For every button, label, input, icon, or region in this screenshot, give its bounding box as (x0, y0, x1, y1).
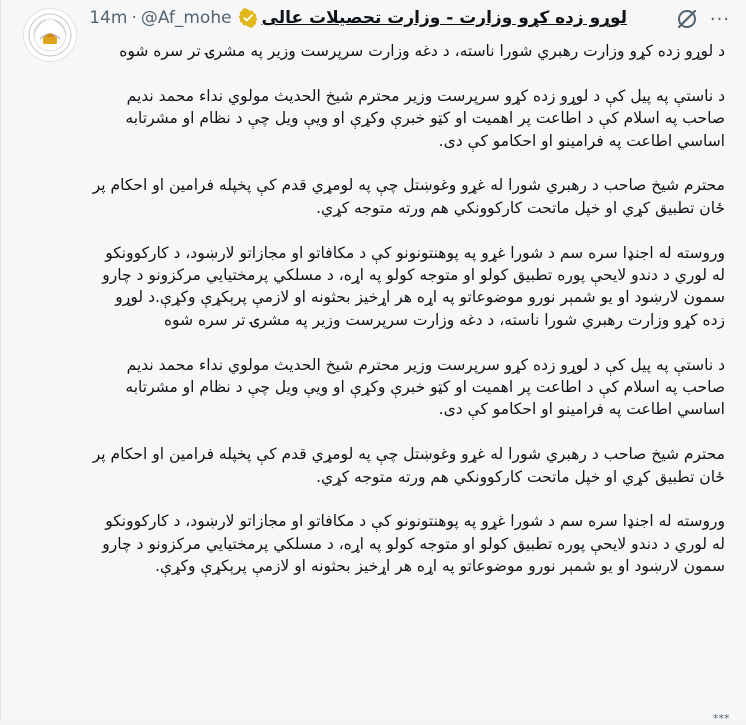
tweet-text (91, 40, 725, 600)
grok-icon[interactable] (675, 7, 699, 31)
verified-badge-icon[interactable] (238, 8, 258, 28)
more-options-button[interactable] (707, 6, 733, 32)
author-line (89, 8, 627, 28)
tweet-paragraph: محترم شيخ صاحب د رهبري شورا له غړو وغوښتل چې په لومړي قدم کې پخپله فرامين او احکام پر ځان تطبيق کړي او خپل ماتحت کارکوونکي هم ورته متوجه کړي. (92, 445, 725, 486)
tweet-paragraph: د ناستې په پيل کې د لوړو زده کړو سرپرست وزير محترم شيخ الحديث مولوي نداء محمد نديم صاحب په اسلام کې د اطاعت پر اهميت او کټو خبرې وکړې او ويې ويل چې د نظام او مشرتابه اساسي اطاعت په فرامينو او احکامو کې دی. (125, 86, 725, 150)
timestamp[interactable]: 14m (89, 8, 128, 28)
more-icon: ··· (709, 8, 731, 30)
author-display-name[interactable]: لوړو زده کړو وزارت - وزارت تحصیلات عالی (261, 8, 627, 28)
tweet-paragraph: وروسته له اجنډا سره سم د شورا غړو په پوهنتونونو کې د مکافاتو او مجازاتو لارښود، د کارکوونکو له لوري د دندو لايحې پوره تطبيق کولو او متوجه کولو په اړه، د مسلکي پرمختيايي مرکزونو د چارو سمون لارښود او يو شمېر نورو موضوعاتو په اړه هر اړخيز بحثونه او لازمې پرېکړې وکړې.د لوړو زده کړو وزارت رهبري شورا ناسته، د دغه وزارت سرپرست وزير په مشرۍ تر سره شوه (102, 243, 725, 329)
tweet-header (1, 4, 746, 38)
tweet-paragraph: محترم شيخ صاحب د رهبري شورا له غړو وغوښتل چې په لومړي قدم کې پخپله فرامين او احکام پر ځان تطبيق کړي او خپل ماتحت کارکوونکي هم ورته متوجه کړي. (92, 176, 725, 217)
tweet-paragraph: وروسته له اجنډا سره سم د شورا غړو په پوهنتونونو کې د مکافاتو او مجازاتو لارښود، د کارکوونکو له لوري د دندو لايحې پوره تطبيق کولو او متوجه کولو په اړه، د مسلکي پرمختيايي مرکزونو د چارو سمون لارښود او يو شمېر نورو موضوعاتو په اړه هر اړخيز بحثونه او لازمې پرېکړې وکړې. (102, 512, 725, 576)
author-handle[interactable]: @Af_mohe (140, 8, 232, 28)
tweet-paragraph: د ناستې په پيل کې د لوړو زده کړو سرپرست وزير محترم شيخ الحديث مولوي نداء محمد نديم صاحب په اسلام کې د اطاعت پر اهميت او کټو خبرې وکړې او ويې ويل چې د نظام او مشرتابه اساسي اطاعت په فرامينو او احکامو کې دی. (125, 355, 725, 419)
tweet-paragraph: د لوړو زده کړو وزارت رهبري شورا ناسته، د دغه وزارت سرپرست وزير په مشرۍ تر سره شوه (119, 42, 725, 60)
trailing-mark: *** (713, 712, 730, 725)
separator-dot: · (131, 8, 137, 28)
